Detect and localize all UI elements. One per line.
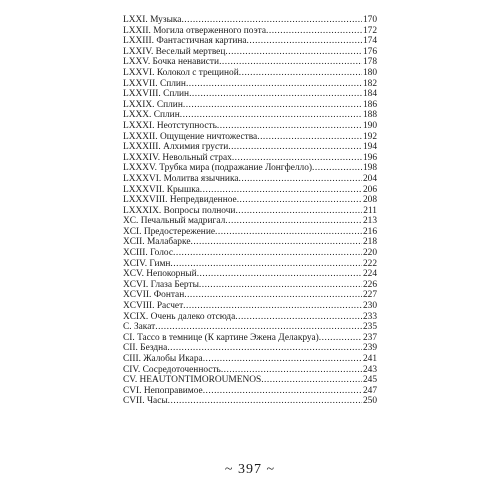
toc-entry-page: 237	[362, 332, 377, 343]
toc-entry	[123, 354, 377, 365]
toc-entry	[123, 47, 377, 58]
dot-leader	[319, 333, 362, 344]
toc-entry-page: 192	[362, 131, 377, 142]
toc-entry-title: XCII. Малабарке	[123, 237, 191, 248]
dot-leader	[183, 100, 362, 111]
dot-leader	[199, 280, 362, 291]
toc-entry-title: XCVIII. Расчет	[123, 301, 184, 312]
toc-entry	[123, 163, 377, 174]
toc-entry-page: 208	[362, 195, 377, 206]
toc-entry	[123, 142, 377, 153]
toc-entry	[123, 36, 377, 47]
toc-entry-title: LXXXVIII. Непредвиденное	[123, 195, 237, 206]
toc-entry-page: 170	[362, 15, 377, 25]
toc-entry-title: CV. HEAUTONTIMOROUMENOS	[123, 375, 262, 386]
toc-entry-title: LXXV. Бочка ненависти	[123, 57, 220, 68]
toc-entry-page: 227	[362, 290, 377, 301]
toc-entry-title: LXXVII. Сплин	[123, 78, 186, 89]
dot-leader	[217, 121, 362, 132]
toc-entry	[123, 185, 377, 196]
dot-leader	[237, 195, 362, 206]
toc-entry	[123, 57, 377, 68]
toc-entry-page: 184	[362, 89, 377, 100]
toc-entry	[123, 259, 377, 270]
toc-entry	[123, 121, 377, 132]
toc-entry-page: 194	[362, 142, 377, 153]
toc-entry-page: 233	[362, 311, 377, 322]
toc-entry	[123, 237, 377, 248]
toc-entry	[123, 153, 377, 164]
toc-entry	[123, 312, 377, 323]
toc-entry-title: XCIX. Очень далеко отсюда	[123, 311, 236, 322]
dot-leader	[200, 185, 362, 196]
toc-entry-page: 188	[362, 110, 377, 121]
toc-entry-title: C. Закат	[123, 322, 156, 333]
toc-entry-title: LXXX. Сплин	[123, 110, 180, 121]
toc-entry-title: LXXXIV. Невольный страх	[123, 152, 232, 163]
toc-entry-title: XCIV. Гимн	[123, 258, 171, 269]
toc-entry	[123, 15, 377, 26]
dot-leader	[181, 15, 361, 26]
toc-entry-title: CVI. Непоправимое	[123, 385, 203, 396]
toc-entry	[123, 206, 377, 217]
toc-entry-page: 239	[362, 343, 377, 354]
toc-entry-title: CI. Тассо в темнице (К картине Эжена Делакруа)	[123, 332, 319, 343]
toc-entry-page: 224	[362, 269, 377, 280]
toc-entry-page: 213	[362, 216, 377, 227]
toc-entry-page: 178	[362, 57, 377, 68]
toc-entry-title: LXXXI. Неотступность	[123, 120, 217, 131]
dot-leader	[190, 237, 361, 248]
dot-leader	[225, 47, 362, 58]
toc-entry-page: 190	[362, 120, 377, 131]
toc-entry	[123, 227, 377, 238]
dot-leader	[168, 396, 362, 407]
toc-entry-title: CIV. Сосредоточенность	[123, 364, 221, 375]
toc-entry-page: 243	[362, 364, 377, 375]
dot-leader	[239, 68, 362, 79]
toc-entry-page: 196	[362, 152, 377, 163]
toc-entry-page: 206	[362, 184, 377, 195]
toc-entry	[123, 375, 377, 386]
dot-leader	[184, 290, 362, 301]
dot-leader	[257, 132, 362, 143]
toc-entry-page: 222	[362, 258, 377, 269]
toc-entry	[123, 365, 377, 376]
toc-entry-title: LXXXII. Ощущение ничтожества	[123, 131, 258, 142]
toc-entry-title: XCVI. Глаза Берты	[123, 279, 199, 290]
dot-leader	[247, 36, 362, 47]
toc-entry-title: XCV. Непокорный	[123, 269, 197, 280]
toc-entry-title: LXXIII. Фантастичная картина	[123, 36, 247, 47]
toc-entry-page: 226	[362, 279, 377, 290]
dot-leader	[235, 312, 362, 323]
toc-entry-page: 198	[362, 163, 377, 174]
toc-entry-title: CVII. Часы	[123, 396, 168, 407]
toc-entry	[123, 110, 377, 121]
toc-entry	[123, 333, 377, 344]
toc-entry-title: LXXVIII. Сплин	[123, 89, 190, 100]
toc-entry-title: LXXIV. Веселый мертвец	[123, 46, 226, 57]
toc-entry-title: LXXXVII. Крышка	[123, 184, 200, 195]
toc-entry-page: 174	[362, 36, 377, 47]
toc-entry-page: 241	[362, 354, 377, 364]
toc-entry-title: XCVII. Фонтан	[123, 290, 185, 301]
dot-leader	[225, 216, 362, 227]
toc-entry-title: XC. Печальный мадригал	[123, 216, 226, 227]
toc-entry	[123, 26, 377, 37]
dot-leader	[186, 79, 362, 90]
toc-entry	[123, 174, 377, 185]
toc-entry	[123, 79, 377, 90]
toc-entry	[123, 280, 377, 291]
dot-leader	[261, 375, 362, 386]
toc-entry-page: 250	[362, 396, 377, 407]
page-number: ~ 397 ~	[224, 462, 276, 477]
dot-leader	[180, 110, 362, 121]
toc-entry-page: 247	[362, 385, 377, 396]
dot-leader	[189, 89, 362, 100]
toc-entry-page: 220	[362, 248, 377, 259]
dot-leader	[221, 365, 362, 376]
dot-leader	[173, 248, 362, 259]
dot-leader	[203, 354, 362, 365]
dot-leader	[155, 322, 362, 333]
toc-entry	[123, 396, 377, 407]
toc-entry-title: CII. Бездна	[123, 343, 168, 354]
dot-leader	[219, 57, 362, 68]
toc-entry-page: 230	[362, 301, 377, 312]
toc-entry	[123, 195, 377, 206]
toc-entry-title: LXXVI. Колокол с трещиной	[123, 67, 239, 78]
dot-leader	[239, 174, 362, 185]
dot-leader	[266, 26, 362, 37]
toc-entry-title: LXXII. Могила отверженного поэта	[123, 25, 267, 36]
toc-entry-page: 182	[362, 78, 377, 89]
toc-entry-page: 218	[362, 237, 377, 248]
table-of-contents	[123, 15, 377, 407]
toc-entry-title: CIII. Жалобы Икара	[123, 354, 203, 364]
toc-entry	[123, 216, 377, 227]
dot-leader	[228, 142, 362, 153]
toc-entry-page: 235	[362, 322, 377, 333]
toc-entry-title: LXXI. Музыка	[123, 15, 182, 25]
toc-entry	[123, 343, 377, 354]
toc-entry	[123, 269, 377, 280]
dot-leader	[183, 301, 362, 312]
toc-entry-page: 180	[362, 67, 377, 78]
toc-entry-page: 245	[362, 375, 377, 386]
toc-entry-page: 204	[362, 173, 377, 184]
toc-entry	[123, 322, 377, 333]
toc-entry-page: 186	[362, 99, 377, 110]
toc-entry-title: LXXXV. Трубка мира (подражание Лонгфелло)	[123, 163, 313, 174]
dot-leader	[197, 269, 362, 280]
dot-leader	[170, 259, 362, 270]
toc-entry	[123, 68, 377, 79]
toc-entry-page: 211	[363, 205, 377, 216]
dot-leader	[235, 206, 362, 217]
toc-entry-page: 216	[362, 226, 377, 237]
toc-entry-title: LXXXIII. Алхимия грусти	[123, 142, 229, 153]
toc-entry-title: LXXXIX. Вопросы полночи	[123, 205, 236, 216]
dot-leader	[167, 343, 362, 354]
toc-entry-page: 172	[362, 25, 377, 36]
toc-entry-title: XCIII. Голос	[123, 248, 173, 259]
toc-entry	[123, 301, 377, 312]
toc-entry-page: 176	[362, 46, 377, 57]
toc-entry-title: XCI. Предостережение	[123, 226, 215, 237]
toc-entry	[123, 100, 377, 111]
dot-leader	[215, 227, 362, 238]
dot-leader	[232, 153, 362, 164]
dot-leader	[203, 386, 362, 397]
toc-entry	[123, 290, 377, 301]
toc-entry-title: LXXIX. Сплин	[123, 99, 183, 110]
toc-entry	[123, 89, 377, 100]
toc-entry	[123, 386, 377, 397]
toc-entry	[123, 132, 377, 143]
dot-leader	[312, 163, 362, 174]
toc-entry	[123, 248, 377, 259]
toc-entry-title: LXXXVI. Молитва язычника	[123, 173, 239, 184]
